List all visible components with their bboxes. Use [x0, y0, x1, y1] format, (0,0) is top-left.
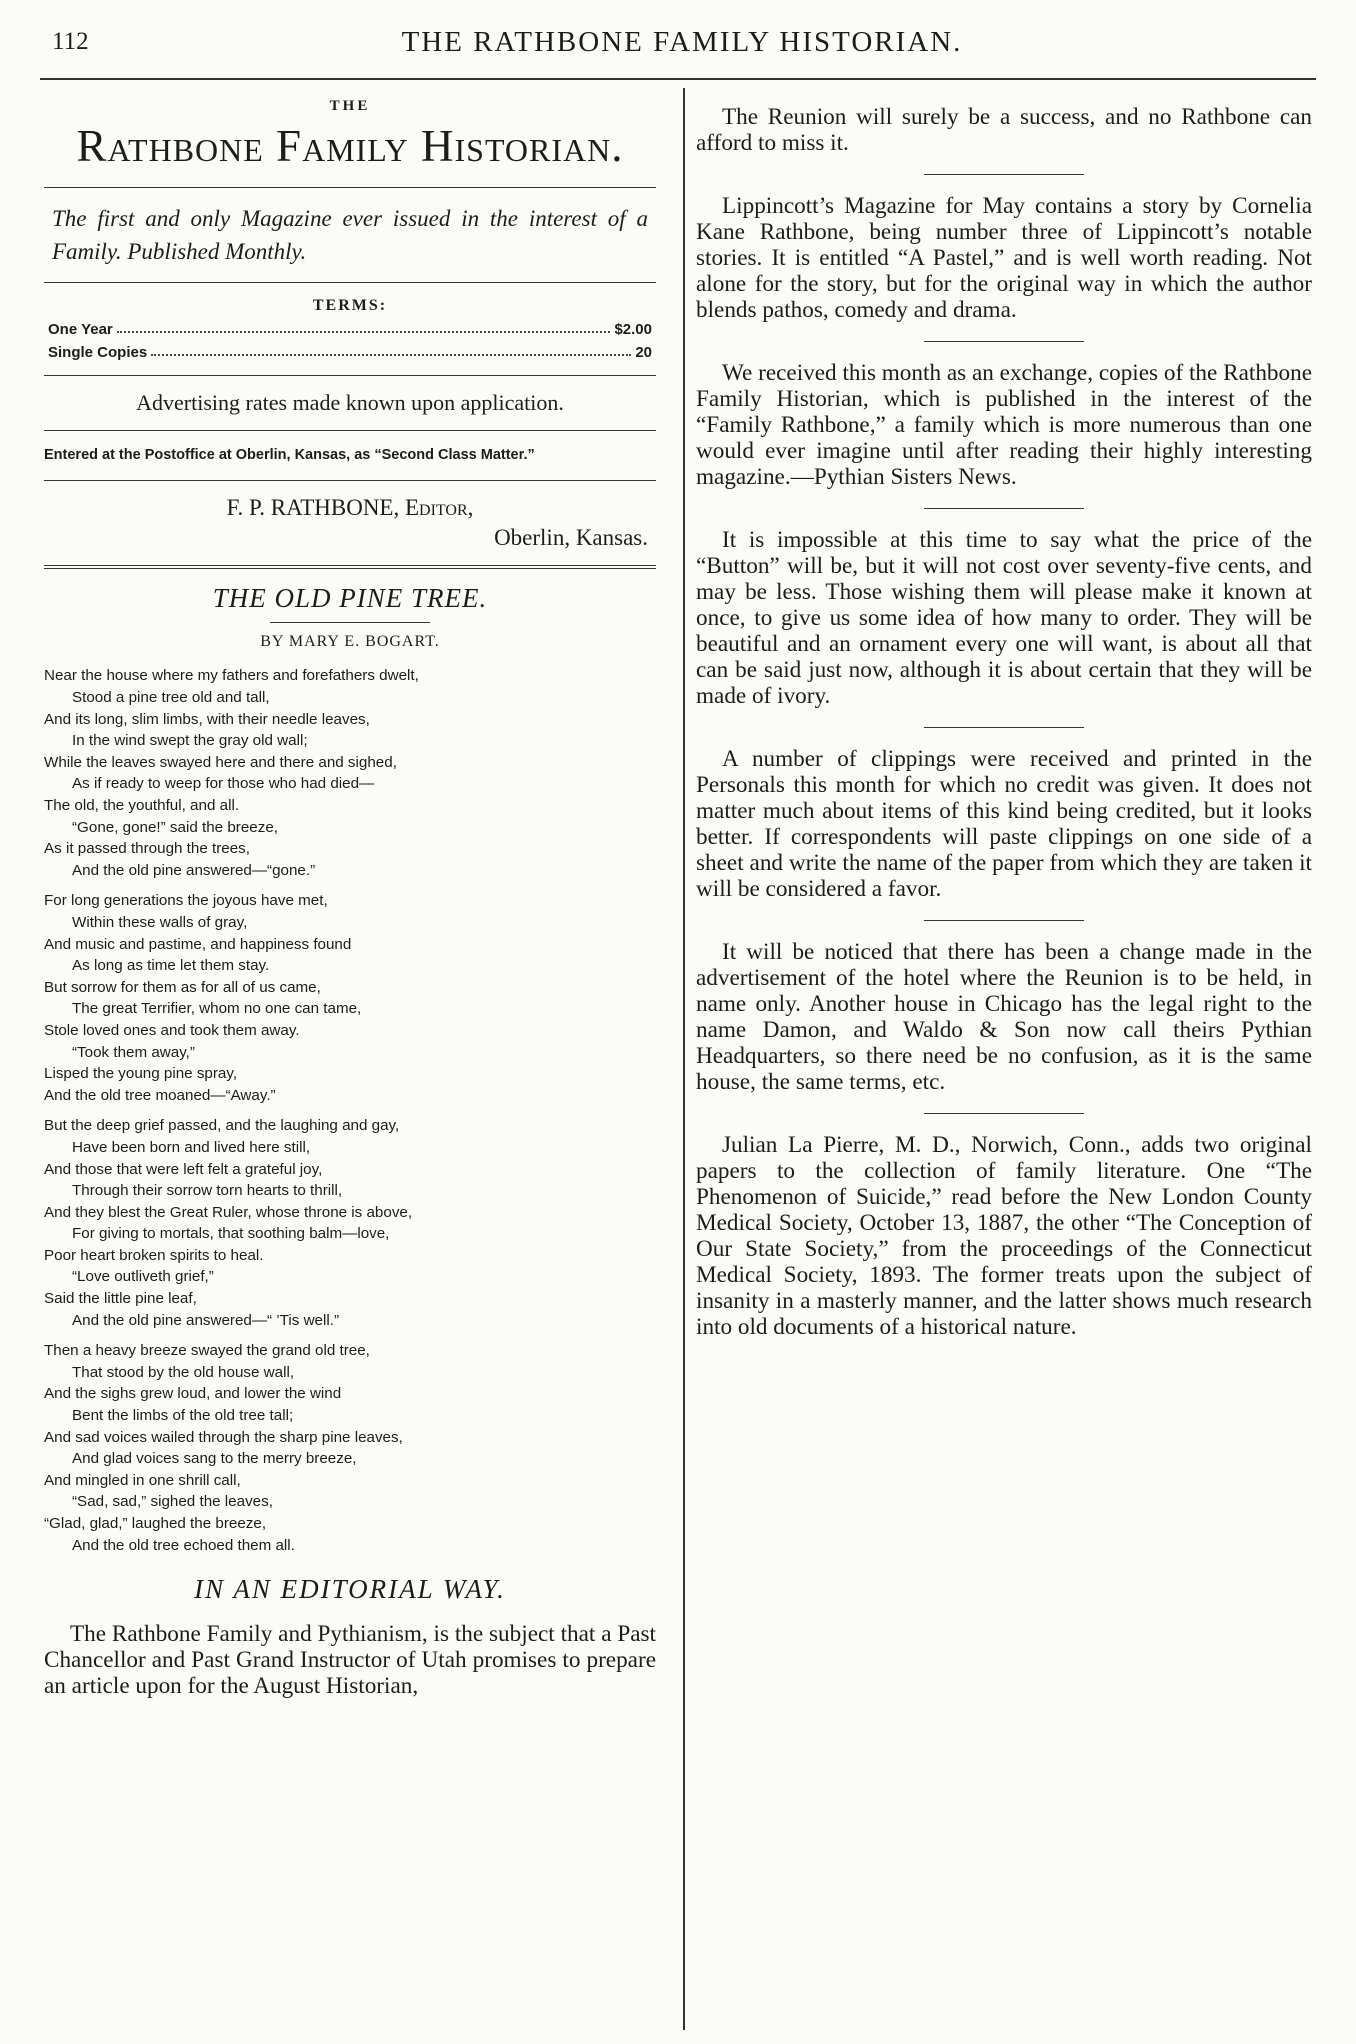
terms-label: Single Copies — [48, 344, 148, 362]
page-number: 112 — [52, 28, 89, 55]
divider — [44, 430, 656, 431]
poem-line: But the deep grief passed, and the laughing and gay, — [44, 1117, 400, 1135]
poem-line: As if ready to weep for those who had died— — [72, 775, 375, 793]
poem-line: And sad voices wailed through the sharp pine leaves, — [44, 1428, 403, 1446]
poem-line: That stood by the old house wall, — [72, 1363, 295, 1381]
poem-body — [44, 665, 656, 1556]
left-column — [44, 96, 656, 1699]
poem-line: And glad voices sang to the merry breeze, — [72, 1450, 357, 1468]
poem-line: And the old tree echoed them all. — [72, 1536, 295, 1554]
divider — [44, 375, 656, 376]
editorial-paragraph: Lippincott’s Magazine for May contains a story by Cornelia Kane Rathbone, being number three of Lippincott’s notable stories. It is entitled “A Pastel,” and is well worth reading. Not alone for the story, but for the original way in which the author blends pathos, comedy and drama. — [696, 193, 1312, 323]
dot-leader — [117, 321, 611, 333]
poem-stanza — [44, 1115, 656, 1331]
poem-line: And the old tree moaned—“Away.” — [44, 1086, 276, 1104]
header-rule — [40, 78, 1316, 80]
terms-price: 20 — [635, 344, 652, 362]
poem-line: And the sighs grew loud, and lower the wind — [44, 1385, 342, 1403]
poem-line: “Took them away,” — [72, 1043, 195, 1061]
running-title: THE RATHBONE FAMILY HISTORIAN. — [401, 26, 963, 58]
poem-line: Stole loved ones and took them away. — [44, 1021, 300, 1039]
poem-line: But sorrow for them as for all of us came, — [44, 978, 321, 996]
poem-line: And mingled in one shrill call, — [44, 1471, 241, 1489]
short-divider — [924, 508, 1084, 509]
section-title: IN AN EDITORIAL WAY. — [194, 1574, 506, 1605]
poem-line: As long as time let them stay. — [72, 957, 270, 975]
terms-row — [48, 344, 652, 361]
right-column — [696, 104, 1312, 1340]
terms-row — [48, 321, 652, 338]
short-divider — [924, 727, 1084, 728]
poem-line: “Love outliveth grief,” — [72, 1268, 214, 1286]
short-divider — [924, 174, 1084, 175]
divider — [44, 187, 656, 188]
poem-line: Stood a pine tree old and tall, — [72, 689, 270, 707]
poem-line: “Sad, sad,” sighed the leaves, — [72, 1493, 273, 1511]
poem-line: Have been born and lived here still, — [72, 1138, 311, 1156]
poem-line: And music and pastime, and happiness found — [44, 935, 352, 953]
poem-line: The old, the youthful, and all. — [44, 797, 240, 815]
poem-line: As it passed through the trees, — [44, 840, 250, 858]
poem-line: In the wind swept the gray old wall; — [72, 732, 308, 750]
poem-line: And they blest the Great Ruler, whose throne is above, — [44, 1203, 413, 1221]
poem-line: Said the little pine leaf, — [44, 1290, 197, 1308]
editor-location: Oberlin, Kansas. — [494, 525, 648, 551]
short-divider — [924, 920, 1084, 921]
terms-label: One Year — [48, 321, 113, 339]
editorial-paragraph: Julian La Pierre, M. D., Norwich, Conn., adds two original papers to the collection of family literature. One “The Phenomenon of Suicide,” read before the New London County Medical Society, October 13, 1887, the other “The Conception of Our State Society,” from the proceedings of the Connecticut Medical Society, 1893. The former treats upon the subject of insanity in a masterly manner, and the latter shows much research into old documents of a historical nature. — [696, 1132, 1312, 1340]
poem-stanza — [44, 665, 656, 881]
poem-line: Bent the limbs of the old tree tall; — [72, 1407, 294, 1425]
poem-line: “Glad, glad,” laughed the breeze, — [44, 1515, 267, 1533]
dot-leader — [151, 344, 631, 356]
editorial-paragraph: The Reunion will surely be a success, and no Rathbone can afford to miss it. — [696, 104, 1312, 156]
poem-line: Within these walls of gray, — [72, 913, 248, 931]
divider — [44, 480, 656, 481]
poem-line: “Gone, gone!” said the breeze, — [72, 818, 279, 836]
advertising-note: Advertising rates made known upon application. — [136, 390, 564, 416]
poem-line: Lisped the young pine spray, — [44, 1065, 238, 1083]
poem-title: THE OLD PINE TREE. — [212, 583, 488, 614]
terms-heading: TERMS: — [312, 297, 388, 315]
short-divider — [924, 1113, 1084, 1114]
postal-entry-note: Entered at the Postoffice at Oberlin, Kansas, as “Second Class Matter.” — [44, 447, 535, 464]
poem-line: And the old pine answered—“ ’Tis well.” — [72, 1311, 340, 1329]
poem-byline: BY MARY E. BOGART. — [260, 633, 440, 651]
editorial-paragraph: It will be noticed that there has been a change made in the advertisement of the hotel where the Reunion is to be held, in name only. Another house in Chicago has the legal right to the name Damon, and Waldo & Son now call theirs Pythian Headquarters, so there need be no confusion, as it is the same house, the same terms, etc. — [696, 939, 1312, 1095]
poem-line: Through their sorrow torn hearts to thrill, — [72, 1182, 343, 1200]
poem-line: And the old pine answered—“gone.” — [72, 861, 316, 879]
poem-line: For long generations the joyous have met, — [44, 892, 328, 910]
double-divider — [44, 565, 656, 569]
terms-price: $2.00 — [614, 321, 652, 339]
column-divider — [683, 88, 685, 2030]
poem-line: And those that were left felt a grateful joy, — [44, 1160, 323, 1178]
masthead-the: THE — [329, 98, 371, 114]
short-divider — [270, 622, 430, 623]
editorial-paragraph: We received this month as an exchange, copies of the Rathbone Family Historian, which is published in the interest of the “Family Rathbone,” a family which is more numerous than one would ever imagine until after reading their highly interesting magazine.—Pythian Sisters News. — [696, 360, 1312, 490]
editor-title: Editor, — [404, 495, 474, 521]
editorial-paragraph: The Rathbone Family and Pythianism, is the subject that a Past Chancellor and Past Grand Instructor of Utah promises to prepare an article upon for the August Historian, — [44, 1621, 656, 1700]
divider — [44, 282, 656, 283]
poem-line: And its long, slim limbs, with their needle leaves, — [44, 710, 370, 728]
masthead-tagline: The first and only Magazine ever issued in the interest of a Family. Published Monthly. — [52, 205, 648, 265]
short-divider — [924, 341, 1084, 342]
poem-stanza — [44, 1340, 656, 1556]
editorial-paragraph: A number of clippings were received and printed in the Personals this month for which no credit was given. It does not matter much about items of this kind being credited, but it looks better. If correspondents will paste clippings on one side of a sheet and write the name of the paper from which they are taken it will be considered a favor. — [696, 746, 1312, 902]
page-header — [48, 24, 1316, 64]
poem-line: While the leaves swayed here and there and sighed, — [44, 753, 397, 771]
editor-line — [44, 495, 656, 521]
poem-line: Then a heavy breeze swayed the grand old tree, — [44, 1342, 370, 1360]
masthead-title: Rathbone Family Historian. — [76, 121, 624, 171]
poem-line: Near the house where my fathers and forefathers dwelt, — [44, 667, 419, 685]
poem-line: For giving to mortals, that soothing balm—love, — [72, 1225, 390, 1243]
poem-line: Poor heart broken spirits to heal. — [44, 1246, 264, 1264]
editorial-paragraph: It is impossible at this time to say what the price of the “Button” will be, but it will not cost over seventy-five cents, and may be less. Those wishing them will please make it known at once, to give us some idea of how many to order. They will be beautiful and an ornament every one will want, is about all that can be said just now, although it is about certain that they will be made of ivory. — [696, 527, 1312, 709]
poem-stanza — [44, 890, 656, 1106]
editor-name: F. P. RATHBONE, — [226, 495, 400, 521]
poem-line: The great Terrifier, whom no one can tame, — [72, 1000, 362, 1018]
